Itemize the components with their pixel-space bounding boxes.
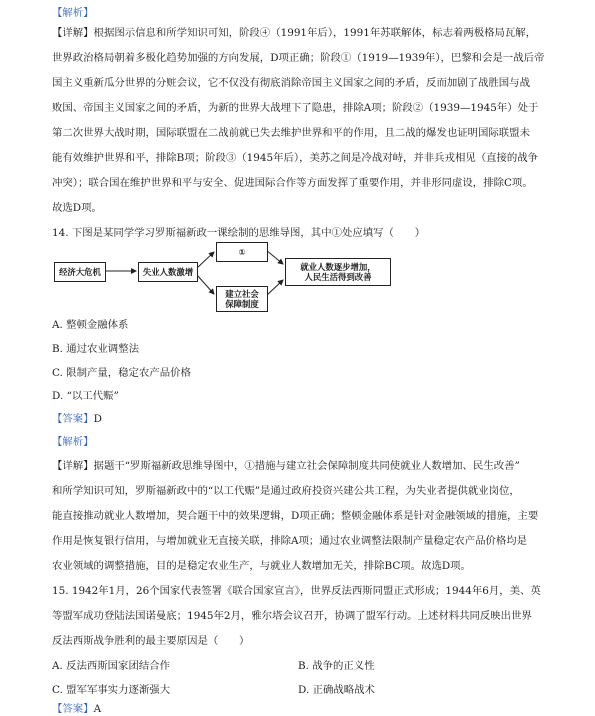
mind-map-diagram bbox=[52, 242, 392, 312]
q15-question-line-3: 反法西斯战争胜利的最主要原因是（ ） bbox=[52, 635, 250, 647]
q13-detail-line-3: 国主义重新瓜分世界的分赃会议，它不仅没有彻底消除帝国主义国家之间的矛盾，反而加剧了战胜国与战 bbox=[52, 77, 530, 89]
q14-option-b: B. 通过农业调整法 bbox=[52, 343, 139, 355]
q14-question: 14. 下图是某同学学习罗斯福新政一课绘制的思维导图，其中①处应填写（ ） bbox=[52, 227, 426, 239]
q15-option-d: D. 正确战略战术 bbox=[298, 684, 375, 696]
box-social-security-line-1: 建立社会 bbox=[225, 289, 259, 299]
q13-detail-line-1: 【详解】根据图示信息和所学知识可知，阶段④（1991年后），1991年苏联解体，标志着两极格局瓦解， bbox=[52, 27, 537, 39]
q13-detail-line-5: 第二次世界大战时期，国际联盟在二战前就已失去维护世界和平的作用，且二战的爆发也证明国际联盟未 bbox=[52, 127, 530, 139]
box-employment-result-line-2: 人民生活得到改善 bbox=[304, 272, 372, 282]
box-social-security bbox=[216, 286, 268, 312]
arrow-security-to-result bbox=[266, 280, 283, 296]
q14-detail-line-4: 作用是恢复银行信用，与增加就业无直接关联，排除A项；通过农业调整法限制产量稳定农产品价格均是 bbox=[52, 535, 528, 547]
q15-answer-value: A bbox=[93, 703, 102, 715]
q13-detail-line-8: 故选D项。 bbox=[52, 202, 102, 214]
q14-option-d: D. “以工代赈” bbox=[52, 390, 119, 402]
q13-analysis-header: 【解析】 bbox=[52, 7, 94, 19]
q15-answer bbox=[52, 702, 101, 716]
box-blank-1: ① bbox=[216, 242, 268, 262]
arrow-blank-to-result bbox=[266, 250, 283, 264]
q14-answer-label: 【答案】 bbox=[52, 413, 94, 425]
q14-answer bbox=[52, 412, 102, 426]
q13-detail-line-4: 败国、帝国主义国家之间的矛盾，为新的世界大战埋下了隐患，排除A项；阶段②（1939—1945年）处于 bbox=[52, 102, 539, 114]
box-social-security-line-2: 保障制度 bbox=[225, 299, 259, 309]
arrow-unemployment-to-blank bbox=[197, 252, 214, 268]
q13-detail-line-6: 能有效维护世界和平，排除B项；阶段③（1945年后），美苏之间是冷战对峙，并非兵戎相见（直接的战争 bbox=[52, 152, 539, 164]
q14-detail-line-2: 和所学知识可知，罗斯福新政中的“以工代赈”是通过政府投资兴建公共工程，为失业者提供就业岗位， bbox=[52, 485, 520, 497]
q14-detail-line-1: 【详解】据题干“罗斯福新政思维导图中，①措施与建立社会保障制度共同使就业人数增加、民生改善” bbox=[52, 460, 520, 472]
box-unemployment-surge: 失业人数激增 bbox=[138, 262, 198, 282]
q15-option-b: B. 战争的正义性 bbox=[298, 660, 375, 672]
q14-analysis-header: 【解析】 bbox=[52, 436, 94, 448]
q13-detail-line-2: 世界政治格局朝着多极化趋势加强的方向发展，D项正确；阶段①（1919—1939年），巴黎和会是一战后帝 bbox=[52, 52, 545, 64]
box-employment-result bbox=[285, 258, 391, 286]
arrow-unemployment-to-security bbox=[197, 275, 214, 294]
box-employment-result-line-1: 就业人数逐步增加， bbox=[300, 262, 376, 272]
q13-detail-line-7: 冲突）；联合国在维护世界和平与安全、促进国际合作等方面发挥了重要作用，并非形同虚设，排除C项。 bbox=[52, 177, 533, 189]
q15-option-c: C. 盟军军事实力逐渐强大 bbox=[52, 684, 171, 696]
q15-answer-label: 【答案】 bbox=[52, 703, 94, 715]
q14-answer-value: D bbox=[93, 413, 102, 425]
q14-option-c: C. 限制产量，稳定农产品价格 bbox=[52, 367, 191, 379]
q15-question-line-2: 等盟军成功登陆法国诺曼底；1945年2月，雅尔塔会议召开，协调了盟军行动。上述材料共同反映出世界 bbox=[52, 610, 532, 622]
q15-option-a: A. 反法西斯国家团结合作 bbox=[52, 660, 171, 672]
q14-option-a: A. 整顿金融体系 bbox=[52, 319, 129, 331]
q14-detail-line-3: 能直接推动就业人数增加，契合题干中的效果逻辑，D项正确；整顿金融体系是针对金融领域的措施，主要 bbox=[52, 510, 539, 522]
q15-question-line-1: 15. 1942年1月，26个国家代表签署《联合国家宣言》，世界反法西斯同盟正式形成；1944年6月，美、英 bbox=[52, 585, 541, 597]
box-economic-crisis: 经济大危机 bbox=[54, 262, 106, 282]
q14-detail-line-5: 农业领域的调整措施，目的是稳定农业生产，与就业人数增加无关，排除BC项。故选D项。 bbox=[52, 560, 471, 572]
